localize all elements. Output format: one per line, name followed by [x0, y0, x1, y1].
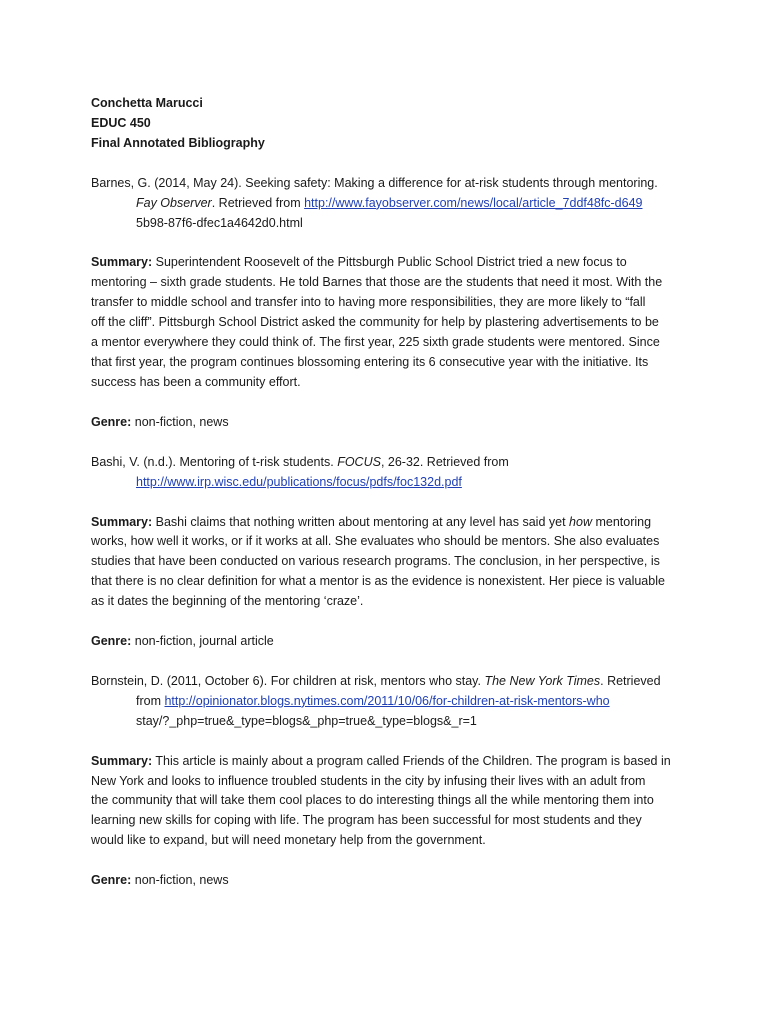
citation-link[interactable]: http://www.fayobserver.com/news/local/article_7ddf48fc-d649: [304, 195, 643, 210]
journal-title: The New York Times: [484, 673, 601, 688]
citation-line: 5b98-87f6-dfec1a4642d0.html: [136, 215, 303, 230]
journal-title: FOCUS: [337, 454, 381, 469]
summary-label: Summary:: [91, 753, 153, 768]
genre-line: Genre: non-fiction, news: [91, 873, 229, 888]
citation-link[interactable]: http://opinionator.blogs.nytimes.com/2011/10/06/for-children-at-risk-mentors-who: [164, 693, 610, 708]
summary-paragraph: Summary: Bashi claims that nothing written about mentoring at any level has said yet how mentoring works, how well it works, or if it works at all. She evaluates who should be mentors. She also evaluates studies that have been conducted on various research programs. The conclusion, in her perspective, is that there is no clear definition for what a mentor is as the evidence is nonexistent. Her piece is valuable as it dates the beginning of the mentoring ‘craze’.: [91, 514, 665, 609]
citation-link[interactable]: http://www.irp.wisc.edu/publications/focus/pdfs/foc132d.pdf: [136, 474, 462, 489]
genre-label: Genre:: [91, 414, 132, 429]
bibliography-entry: [91, 174, 708, 234]
summary-paragraph: Summary: Superintendent Roosevelt of the Pittsburgh Public School District tried a new focus to mentoring – sixth grade students. He told Barnes that those are the students that need it most. With the transfer to middle school and transfer into to having more responsibilities, they are more likely to “fall off the cliff”. Pittsburgh School District asked the community for help by plastering advertisements to be a mentor everywhere they could think of. The first year, 225 sixth grade students were mentored. Since that first year, the program continues blossoming entering its 6 consecutive year with the initiative. Its success has been a community effort.: [91, 255, 663, 389]
course-code: EDUC 450: [91, 115, 151, 130]
citation-line: [91, 473, 708, 493]
journal-title: Fay Observer: [136, 195, 212, 210]
genre-line: Genre: non-fiction, news: [91, 414, 229, 429]
header-block: [91, 94, 708, 154]
citation-line: stay/?_php=true&_type=blogs&_php=true&_type=blogs&_r=1: [136, 713, 477, 728]
genre-line: Genre: non-fiction, journal article: [91, 634, 274, 649]
citation-line: Bashi, V. (n.d.). Mentoring of t-risk students. FOCUS, 26-32. Retrieved from: [91, 454, 509, 469]
genre-label: Genre:: [91, 634, 132, 649]
bibliography-entry: [91, 453, 708, 493]
citation-line: from http://opinionator.blogs.nytimes.com/2011/10/06/for-children-at-risk-mentors-who: [136, 693, 610, 708]
bibliography-entry: [91, 672, 708, 732]
summary-label: Summary:: [91, 514, 153, 529]
citation-line: Bornstein, D. (2011, October 6). For children at risk, mentors who stay. The New York Times. Retrieved: [91, 673, 661, 688]
genre-label: Genre:: [91, 873, 132, 888]
citation-line: Barnes, G. (2014, May 24). Seeking safety: Making a difference for at-risk students through mentoring.: [91, 175, 658, 190]
author-name: Conchetta Marucci: [91, 96, 203, 110]
citation-line: Fay Observer. Retrieved from http://www.fayobserver.com/news/local/article_7ddf48fc-d649: [136, 195, 643, 210]
summary-label: Summary:: [91, 255, 153, 270]
summary-paragraph: Summary: This article is mainly about a program called Friends of the Children. The program is based in New York and looks to influence troubled students in the city by infusing their lives with an adult from the community that will take them cool places to do interesting things all the while mentoring them into learning new skills for coping with life. The program has been successful for most students and they would like to expand, but will need monetary help from the government.: [91, 753, 671, 848]
document-title: Final Annotated Bibliography: [91, 135, 265, 150]
